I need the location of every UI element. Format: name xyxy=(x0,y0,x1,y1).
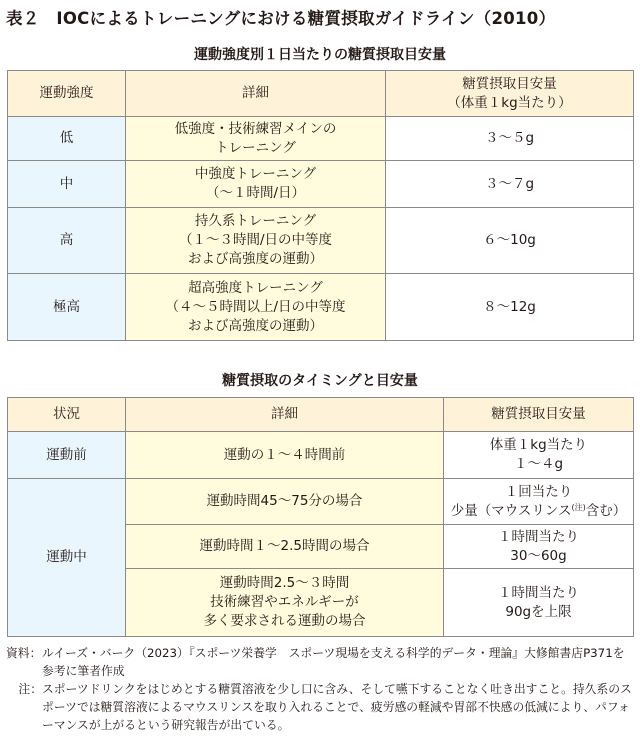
detail-cell xyxy=(126,161,386,208)
amount-line: １回当たり xyxy=(504,483,573,500)
detail-cell xyxy=(126,569,444,637)
detail-cell xyxy=(126,208,386,274)
amount-text: 含む） xyxy=(585,502,627,519)
detail-line: 技術練習やエネルギーが xyxy=(210,594,359,610)
table2-caption: 糖質摂取のタイミングと目安量 xyxy=(222,373,418,389)
amount-cell: ８～12g xyxy=(386,274,634,341)
header-situation: 状況 xyxy=(8,398,126,432)
note-text: スポーツドリンクをはじめとする糖質溶液を少し口に含み、そして嚥下することなく吐き出すこと。持久系のスポーツでは糖質溶液によるマウスリンスを取り入れることで、疲労感の軽減や胃部不快感の低減により、パフォーマンスが上がるという研究報告が出ている。 xyxy=(42,682,632,732)
amount-line: １時間当たり xyxy=(498,584,579,601)
situation-cell: 運動前 xyxy=(8,432,126,479)
header-amount: 糖質摂取目安量 xyxy=(444,398,634,432)
amount-line: 体重１kg当たり xyxy=(489,437,588,453)
detail-line: トレーニング xyxy=(215,139,296,156)
source-label: 資料： xyxy=(6,646,42,660)
table-row xyxy=(8,432,634,479)
amount-cell xyxy=(444,432,634,479)
table-row xyxy=(8,161,634,208)
note-marker: (注) xyxy=(571,502,586,512)
detail-line: 低強度・技術練習メインの xyxy=(174,120,337,137)
table-row xyxy=(8,479,634,525)
table-header-row xyxy=(8,398,634,432)
header-amount-line: 糖質摂取目安量 xyxy=(462,75,557,92)
amount-line: １時間当たり xyxy=(498,528,579,545)
table-header-row xyxy=(8,71,634,117)
source-note xyxy=(6,644,636,680)
amount-cell xyxy=(444,479,634,525)
amount-cell: ３～５g xyxy=(386,117,634,161)
amount-cell: ３～７g xyxy=(386,161,634,208)
detail-line: および高強度の運動） xyxy=(188,251,323,267)
intensity-table xyxy=(7,70,634,341)
table-row xyxy=(8,208,634,274)
amount-line: 30～60g xyxy=(510,547,567,564)
amount-line: １～４g xyxy=(513,456,564,472)
header-detail: 詳細 xyxy=(126,398,444,432)
intensity-cell: 中 xyxy=(8,161,126,208)
amount-text: 少量（マウスリンス xyxy=(450,502,572,519)
intensity-cell: 高 xyxy=(8,208,126,274)
note-label: 注： xyxy=(18,682,42,696)
table-row xyxy=(8,117,634,161)
amount-cell xyxy=(444,525,634,569)
header-intensity: 運動強度 xyxy=(8,71,126,117)
detail-line: （～１時間/日） xyxy=(205,185,306,201)
detail-cell: 運動時間45～75分の場合 xyxy=(126,479,444,525)
amount-cell xyxy=(444,569,634,637)
intensity-cell: 極高 xyxy=(8,274,126,341)
detail-line: 持久系トレーニング xyxy=(194,213,317,229)
detail-line: （１～３時間/日の中等度 xyxy=(178,232,333,248)
detail-cell xyxy=(126,274,386,341)
detail-line: 超高強度トレーニング xyxy=(188,279,323,296)
detail-line: 多く要求される運動の場合 xyxy=(203,613,366,629)
table-row xyxy=(8,274,634,341)
annotation-note xyxy=(6,680,636,734)
amount-line: 90gを上限 xyxy=(505,603,572,620)
amount-cell: ６～10g xyxy=(386,208,634,274)
table1-caption: 運動強度別１日当たりの糖質摂取目安量 xyxy=(194,47,446,63)
detail-cell: 運動の１～４時間前 xyxy=(126,432,444,479)
document-title: 表２ IOCによるトレーニングにおける糖質摂取ガイドライン（2010） xyxy=(6,9,556,28)
situation-cell: 運動中 xyxy=(8,479,126,637)
detail-line: および高強度の運動） xyxy=(188,317,323,334)
detail-line: （４～５時間以上/日の中等度 xyxy=(165,298,346,315)
source-text: ルイーズ・バーク（2023）『スポーツ栄養学 スポーツ現場を支える科学的データ・理論』大修館書店P371を参考に筆者作成 xyxy=(42,646,625,678)
amount-line xyxy=(446,502,631,521)
timing-table xyxy=(7,397,634,637)
detail-cell xyxy=(126,117,386,161)
header-amount-line: （体重１kg当たり） xyxy=(447,94,572,111)
detail-cell: 運動時間１～2.5時間の場合 xyxy=(126,525,444,569)
footnotes xyxy=(6,644,636,734)
intensity-cell: 低 xyxy=(8,117,126,161)
detail-line: 運動時間2.5～３時間 xyxy=(219,575,350,591)
detail-line: 中強度トレーニング xyxy=(194,166,317,182)
header-amount xyxy=(386,71,634,117)
header-detail: 詳細 xyxy=(126,71,386,117)
